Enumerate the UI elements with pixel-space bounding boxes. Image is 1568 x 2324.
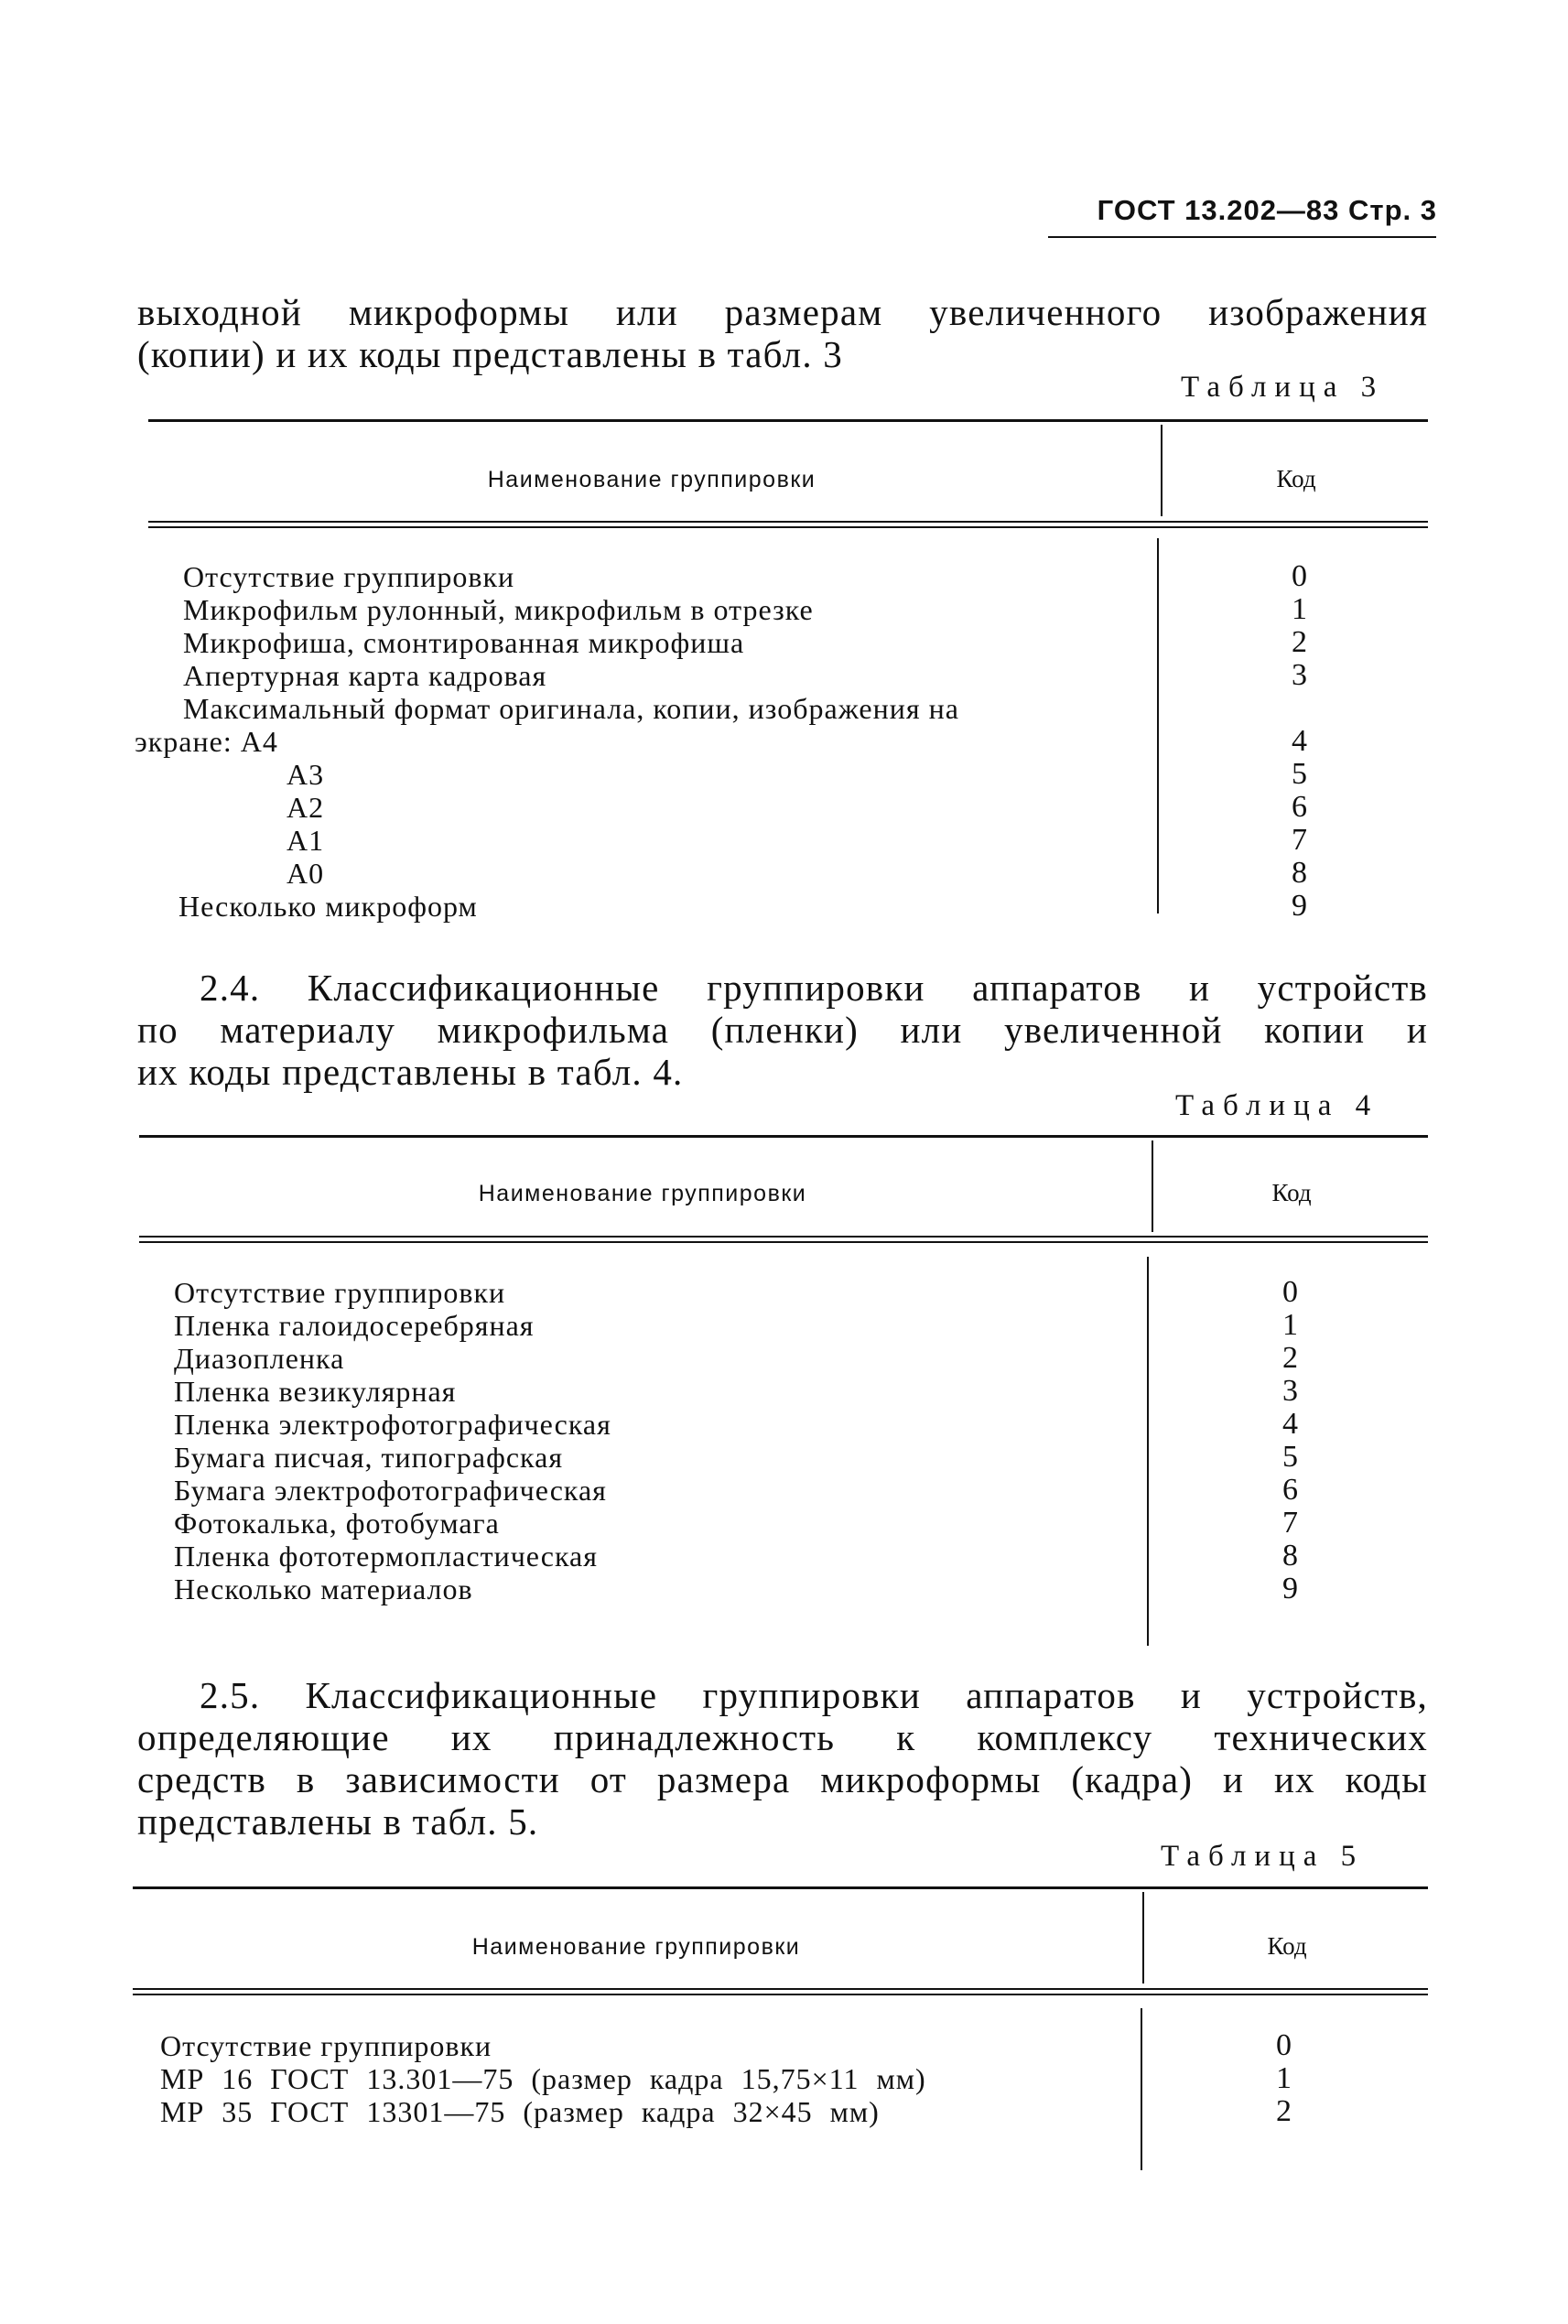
row-code: 7: [1282, 1506, 1299, 1540]
row-code: 4: [1292, 724, 1308, 758]
row-code: 1: [1276, 2061, 1292, 2095]
row-name: МР 16 ГОСТ 13.301—75 (размер кадра 15,75×11 мм): [160, 2062, 926, 2095]
section-2-4-line-1: 2.4. Классификационные группировки аппаратов и устройств: [200, 967, 1428, 1009]
row-code: 6: [1282, 1473, 1299, 1507]
row-code: 5: [1282, 1440, 1299, 1474]
table-3-header-rule: [148, 521, 1428, 523]
row-name: Бумага писчая, типографская: [174, 1441, 564, 1474]
table-row: [0, 626, 1568, 659]
page-header: ГОСТ 13.202—83 Стр. 3: [1097, 194, 1437, 226]
row-code: 5: [1292, 757, 1308, 791]
row-code: 2: [1292, 625, 1308, 659]
table-4-col-code: Код: [1271, 1179, 1312, 1206]
table-5-header-divider: [1142, 1892, 1144, 1984]
section-2-5-paragraph: [137, 1674, 1428, 1843]
row-code: 9: [1292, 889, 1308, 923]
table-row: [0, 725, 1568, 758]
row-name: А1: [287, 824, 325, 857]
row-name: Бумага электрофотографическая: [174, 1474, 607, 1507]
table-row: [0, 1276, 1568, 1309]
row-code: 0: [1282, 1275, 1299, 1309]
table-row: [0, 1375, 1568, 1408]
row-code: 3: [1292, 658, 1308, 692]
table-row: [0, 692, 1568, 725]
table-4-header-rule: [139, 1236, 1428, 1238]
table-4-rows: [0, 1276, 1568, 1605]
row-name: Отсутствие группировки: [183, 560, 515, 593]
row-code: 3: [1282, 1374, 1299, 1408]
section-2-4-paragraph: [137, 967, 1428, 1093]
table-4-top-rule: [139, 1135, 1428, 1138]
table-3-col-code: Код: [1276, 465, 1316, 492]
table-5-header-rule-2: [133, 1994, 1428, 1995]
row-name: экране: А4: [135, 725, 278, 758]
table-row: [0, 890, 1568, 923]
table-4-col-name: Наименование группировки: [478, 1181, 807, 1206]
row-name: Несколько материалов: [174, 1573, 473, 1605]
row-code: 9: [1282, 1572, 1299, 1605]
table-row: [0, 2095, 1568, 2128]
table-5-rows: [0, 2029, 1568, 2128]
table-row: [0, 1474, 1568, 1507]
row-code: 0: [1292, 559, 1308, 593]
table-row: [0, 1540, 1568, 1573]
row-code: 8: [1292, 856, 1308, 890]
table-3-top-rule: [148, 419, 1428, 422]
table-row: [0, 758, 1568, 791]
row-name: Пленка галоидосеребряная: [174, 1309, 535, 1342]
row-name: Пленка везикулярная: [174, 1375, 457, 1408]
section-2-5-line-1: 2.5. Классификационные группировки аппаратов и устройств,: [200, 1674, 1428, 1716]
table-row: [0, 824, 1568, 857]
table-4-header-divider: [1152, 1140, 1153, 1232]
table-3-col-name: Наименование группировки: [487, 467, 816, 492]
intro-line-1: выходной микроформы или размерам увеличенного изображения: [137, 291, 1428, 333]
row-code: 8: [1282, 1539, 1299, 1573]
intro-paragraph: [137, 291, 1428, 375]
section-2-4-line-2: по материалу микрофильма (пленки) или увеличенной копии и: [137, 1009, 1428, 1051]
section-2-5-line-4: представлены в табл. 5.: [137, 1800, 539, 1843]
table-row: [0, 1573, 1568, 1605]
row-code: 7: [1292, 823, 1308, 857]
row-name: Диазопленка: [174, 1342, 345, 1375]
intro-line-2: (копии) и их коды представлены в табл. 3: [137, 333, 843, 375]
row-code: 1: [1292, 592, 1308, 626]
table-3-rows: [0, 560, 1568, 923]
section-2-4-line-3: их коды представлены в табл. 4.: [137, 1051, 684, 1093]
table-5-top-rule: [133, 1886, 1428, 1889]
row-name: Отсутствие группировки: [174, 1276, 506, 1309]
row-name: Пленка фототермопластическая: [174, 1540, 598, 1573]
row-code: 6: [1292, 790, 1308, 824]
row-name: А0: [287, 857, 325, 890]
table-4-title: Таблица 4: [1175, 1089, 1379, 1122]
row-name: МР 35 ГОСТ 13301—75 (размер кадра 32×45 мм): [160, 2095, 880, 2128]
row-name: Микрофильм рулонный, микрофильм в отрезке: [183, 593, 814, 626]
row-name: Максимальный формат оригинала, копии, изображения на: [183, 692, 959, 725]
row-code: 1: [1282, 1308, 1299, 1342]
table-row: [0, 2062, 1568, 2095]
row-name: Апертурная карта кадровая: [183, 659, 547, 692]
row-code: 2: [1282, 1341, 1299, 1375]
row-code: 4: [1282, 1407, 1299, 1441]
table-row: [0, 593, 1568, 626]
table-5-col-code: Код: [1267, 1932, 1307, 1960]
section-2-5-line-2: определяющие их принадлежность к комплексу технических: [137, 1716, 1428, 1758]
row-name: Микрофиша, смонтированная микрофиша: [183, 626, 745, 659]
table-row: [0, 1309, 1568, 1342]
table-5-col-name: Наименование группировки: [471, 1934, 801, 1960]
row-name: Фотокалька, фотобумага: [174, 1507, 500, 1540]
row-name: Несколько микроформ: [178, 890, 478, 923]
table-row: [0, 2029, 1568, 2062]
header-rule: [1048, 236, 1436, 238]
row-name: Отсутствие группировки: [160, 2029, 492, 2062]
row-code: 2: [1276, 2094, 1292, 2128]
row-code: 0: [1276, 2028, 1292, 2062]
section-2-5-line-3: средств в зависимости от размера микроформы (кадра) и их коды: [137, 1758, 1428, 1800]
table-3-header-rule-2: [148, 526, 1428, 528]
table-row: [0, 560, 1568, 593]
table-row: [0, 791, 1568, 824]
table-row: [0, 659, 1568, 692]
row-name: А3: [287, 758, 325, 791]
row-name: Пленка электрофотографическая: [174, 1408, 611, 1441]
table-row: [0, 1507, 1568, 1540]
table-row: [0, 1441, 1568, 1474]
table-row: [0, 1342, 1568, 1375]
table-row: [0, 1408, 1568, 1441]
table-4-header-rule-2: [139, 1241, 1428, 1243]
table-3-title: Таблица 3: [1181, 371, 1385, 404]
table-row: [0, 857, 1568, 890]
table-5-header-rule: [133, 1988, 1428, 1990]
table-5-title: Таблица 5: [1161, 1840, 1365, 1873]
table-3-header-divider: [1161, 425, 1162, 516]
row-name: А2: [287, 791, 325, 824]
